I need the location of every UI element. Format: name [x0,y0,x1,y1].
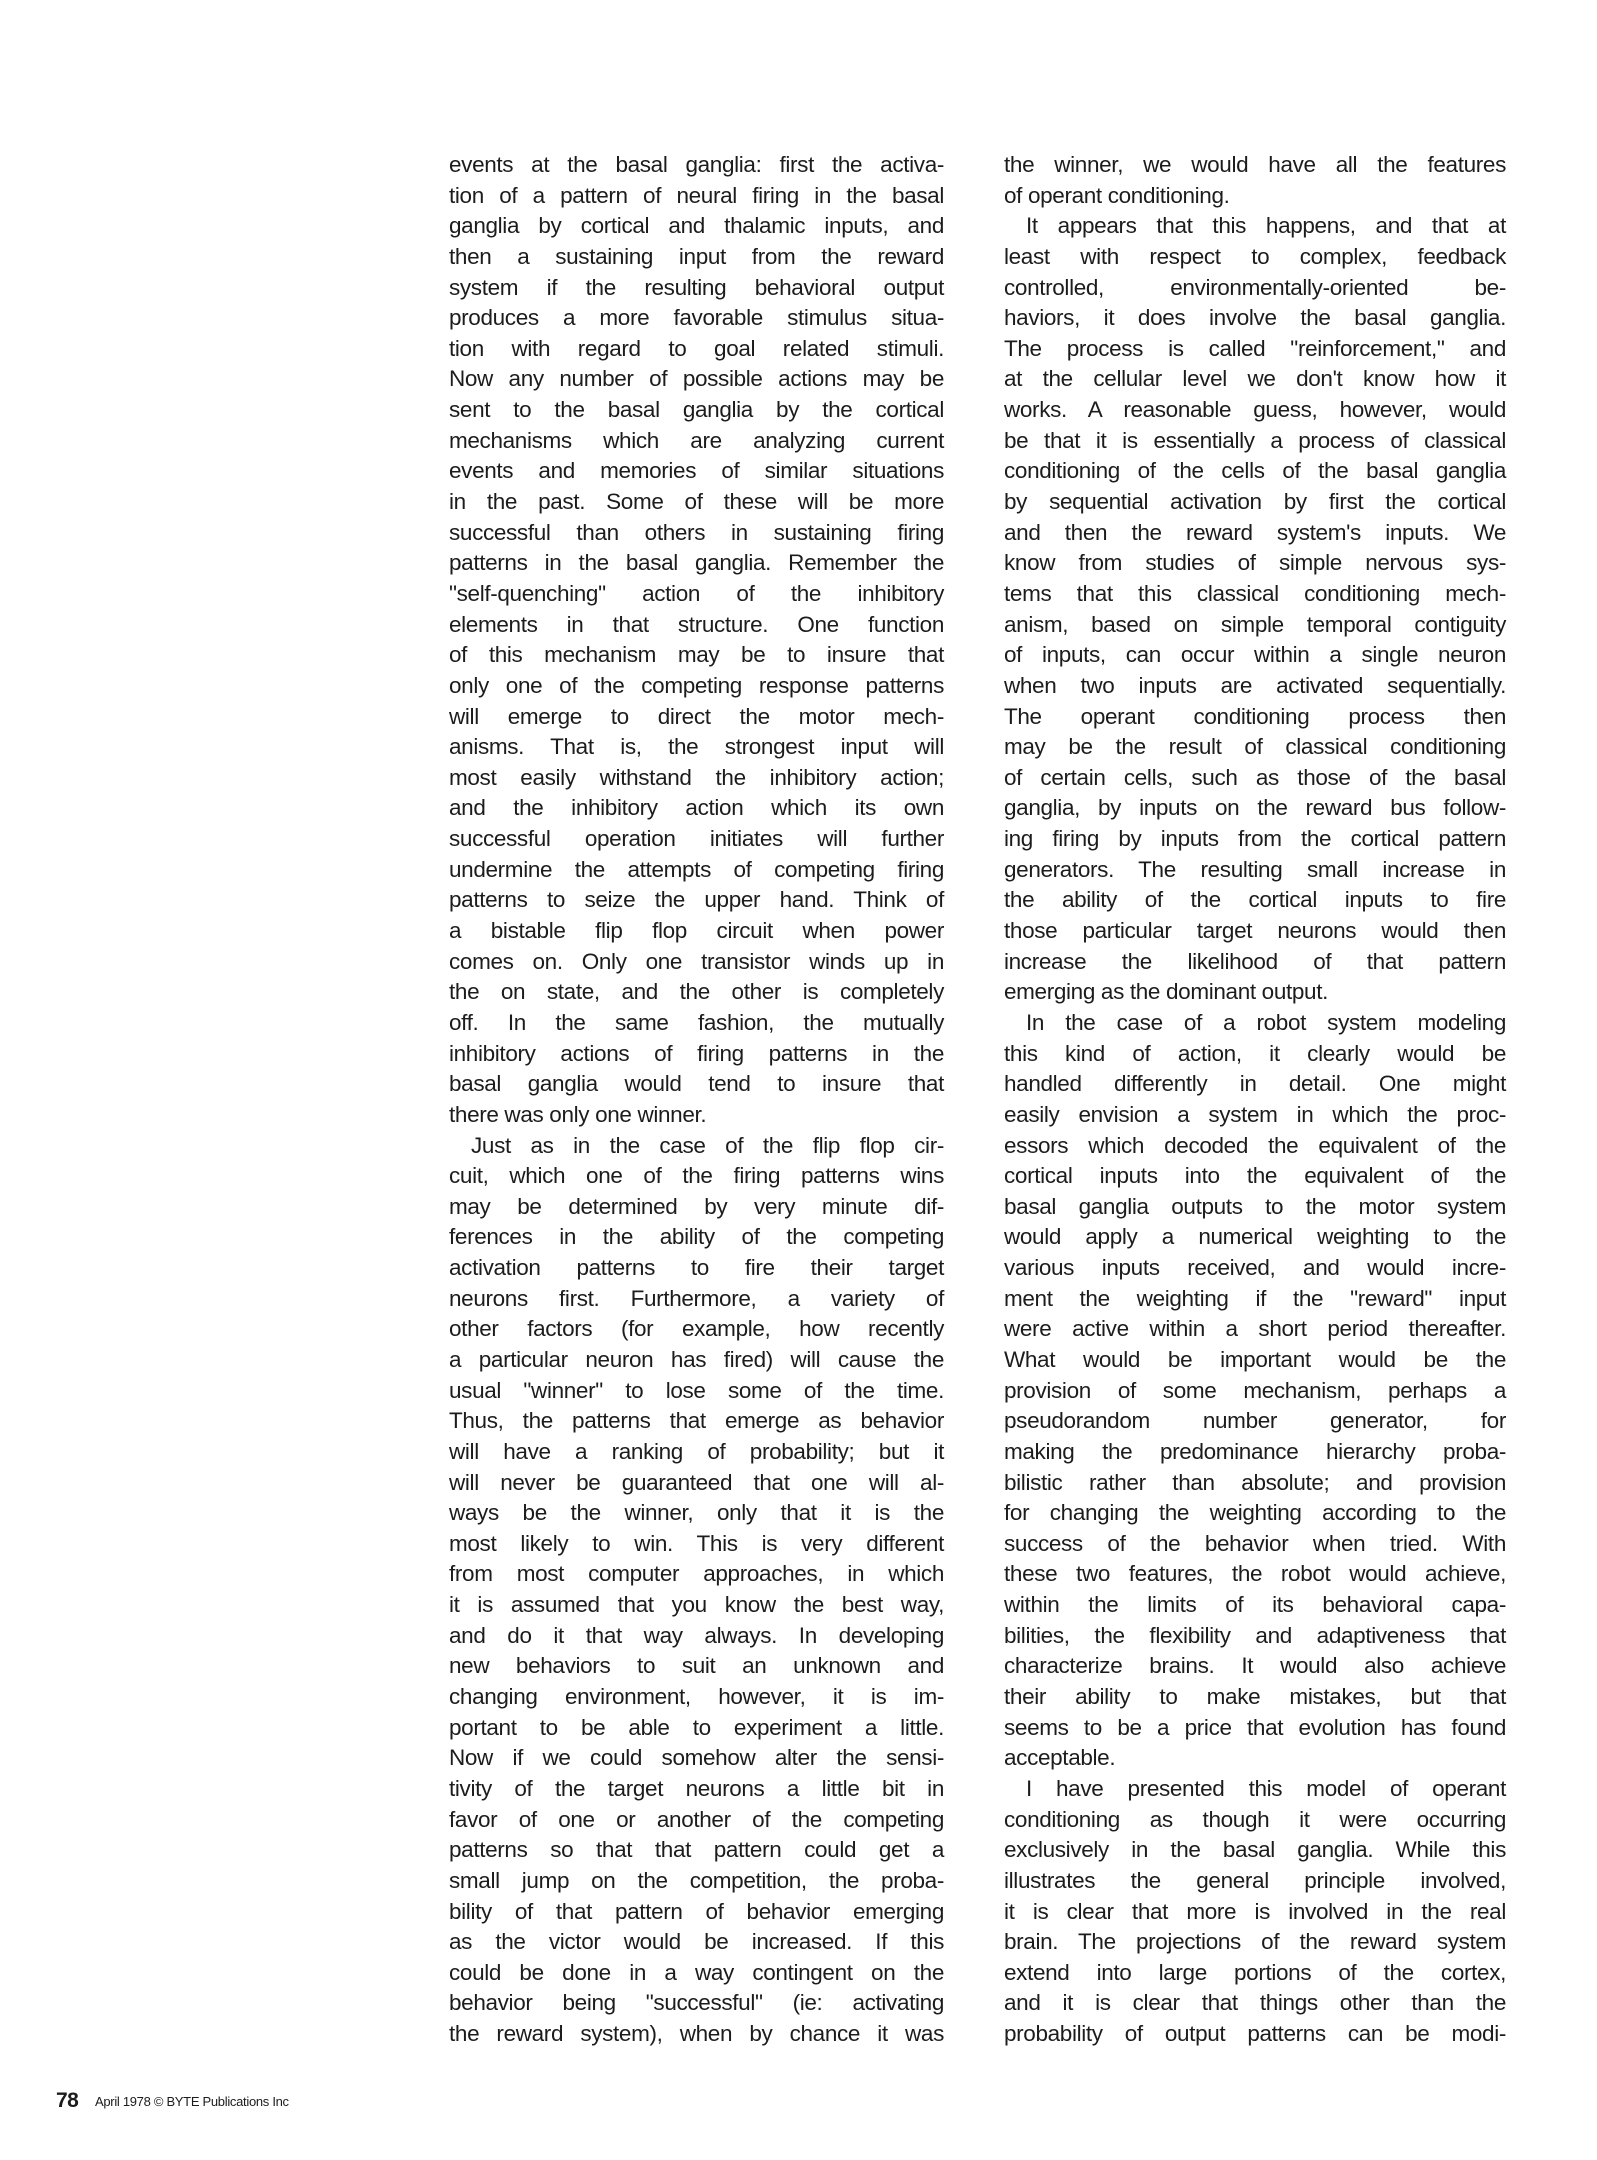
article-column-right [1004,150,1506,2050]
text-line: as the victor would be increased. If this [449,1929,944,1955]
text-line: Just as in the case of the flip flop cir- [471,1132,944,1158]
text-line: portant to be able to experiment a little. [449,1714,944,1740]
text-line: the ability of the cortical inputs to fire [1004,887,1506,913]
text-line: Now if we could somehow alter the sensi- [449,1745,944,1771]
text-line: then a sustaining input from the reward [449,243,944,269]
text-line: ing firing by inputs from the cortical pattern [1004,826,1506,852]
paragraph [1004,211,1506,1008]
text-line: of inputs, can occur within a single neuron [1004,642,1506,668]
text-line: patterns so that that pattern could get a [449,1837,944,1863]
text-line: this kind of action, it clearly would be [1004,1040,1506,1066]
text-line: various inputs received, and would incre- [1004,1255,1506,1281]
text-line: The operant conditioning process then [1004,703,1506,729]
text-line: tion with regard to goal related stimuli. [449,335,944,361]
text-line: when two inputs are activated sequentially. [1004,672,1506,698]
text-line: may be the result of classical conditioning [1004,734,1506,760]
text-line: it is assumed that you know the best way, [449,1592,944,1618]
text-line: bility of that pattern of behavior emerging [449,1898,944,1924]
text-line: those particular target neurons would then [1004,918,1506,944]
text-line: tion of a pattern of neural firing in the basal [449,182,944,208]
text-line: for changing the weighting according to the [1004,1500,1506,1526]
paragraph [1004,1774,1506,2050]
text-line: from most computer approaches, in which [449,1561,944,1587]
text-line: easily envision a system in which the proc- [1004,1101,1506,1127]
text-line: of operant conditioning. [1004,182,1230,208]
page-number: 78 [56,2089,79,2112]
text-line: essors which decoded the equivalent of the [1004,1132,1506,1158]
text-line: "self-quenching" action of the inhibitory [449,580,944,606]
text-line: and then the reward system's inputs. We [1004,519,1506,545]
text-line: haviors, it does involve the basal ganglia. [1004,305,1506,331]
text-line: sent to the basal ganglia by the cortical [449,397,944,423]
paragraph [449,1131,944,2050]
text-line: ways be the winner, only that it is the [449,1500,944,1526]
paragraph [1004,1008,1506,1774]
text-line: ganglia by cortical and thalamic inputs, and [449,213,944,239]
text-line: basal ganglia outputs to the motor system [1004,1193,1506,1219]
text-line: events and memories of similar situations [449,458,944,484]
text-line: illustrates the general principle involved, [1004,1867,1506,1893]
text-line: will emerge to direct the motor mech- [449,703,944,729]
text-line: extend into large portions of the cortex, [1004,1959,1506,1985]
text-line: new behaviors to suit an unknown and [449,1653,944,1679]
text-line: will never be guaranteed that one will al- [449,1469,944,1495]
text-line: pseudorandom number generator, for [1004,1408,1506,1434]
text-line: works. A reasonable guess, however, would [1004,397,1506,423]
text-line: other factors (for example, how recently [449,1316,944,1342]
text-line: mechanisms which are analyzing current [449,427,944,453]
text-line: emerging as the dominant output. [1004,979,1329,1005]
text-line: The process is called "reinforcement," and [1004,335,1506,361]
text-line: within the limits of its behavioral capa- [1004,1592,1506,1618]
text-line: and do it that way always. In developing [449,1622,944,1648]
text-line: Now any number of possible actions may be [449,366,944,392]
text-line: a bistable flip flop circuit when power [449,918,944,944]
text-line: these two features, the robot would achieve, [1004,1561,1506,1587]
text-line: ganglia, by inputs on the reward bus follow- [1004,795,1506,821]
text-line: undermine the attempts of competing firing [449,856,944,882]
text-line: probability of output patterns can be modi- [1004,2021,1506,2047]
text-line: least with respect to complex, feedback [1004,243,1506,269]
text-line: neurons first. Furthermore, a variety of [449,1285,944,1311]
text-line: cuit, which one of the firing patterns wins [449,1163,944,1189]
text-line: Thus, the patterns that emerge as behavior [449,1408,944,1434]
text-line: ment the weighting if the "reward" input [1004,1285,1506,1311]
text-line: it is clear that more is involved in the real [1004,1898,1506,1924]
text-line: events at the basal ganglia: first the activa- [449,152,944,177]
text-line: basal ganglia would tend to insure that [449,1071,944,1097]
text-line: comes on. Only one transistor winds up in [449,948,944,974]
text-line: activation patterns to fire their target [449,1255,944,1281]
text-line: bilistic rather than absolute; and provision [1004,1469,1506,1495]
text-line: the winner, we would have all the features [1004,152,1506,177]
text-line: provision of some mechanism, perhaps a [1004,1377,1506,1403]
text-line: patterns in the basal ganglia. Remember the [449,550,944,576]
text-line: by sequential activation by first the cortical [1004,489,1506,515]
text-line: the reward system), when by chance it was [449,2021,944,2047]
text-line: small jump on the competition, the proba- [449,1867,944,1893]
text-line: their ability to make mistakes, but that [1004,1684,1506,1710]
text-line: making the predominance hierarchy proba- [1004,1438,1506,1464]
text-line: success of the behavior when tried. With [1004,1530,1506,1556]
text-line: handled differently in detail. One might [1004,1071,1506,1097]
text-line: It appears that this happens, and that at [1026,213,1506,239]
text-line: produces a more favorable stimulus situa- [449,305,944,331]
text-line: seems to be a price that evolution has found [1004,1714,1506,1740]
text-line: tivity of the target neurons a little bit in [449,1775,944,1801]
text-line: I have presented this model of operant [1026,1775,1506,1801]
text-line: tems that this classical conditioning mech- [1004,580,1506,606]
text-line: bilities, the flexibility and adaptiveness that [1004,1622,1506,1648]
text-line: of this mechanism may be to insure that [449,642,944,668]
paragraph [1004,150,1506,211]
text-line: anisms. That is, the strongest input will [449,734,944,760]
text-line: there was only one winner. [449,1101,707,1127]
text-line: generators. The resulting small increase in [1004,856,1506,882]
text-line: successful operation initiates will further [449,826,944,852]
text-line: and the inhibitory action which its own [449,795,944,821]
text-line: increase the likelihood of that pattern [1004,948,1506,974]
text-line: successful than others in sustaining firing [449,519,944,545]
text-line: patterns to seize the upper hand. Think of [449,887,944,913]
text-line: and it is clear that things other than the [1004,1990,1506,2016]
text-line: the on state, and the other is completely [449,979,944,1005]
text-line: In the case of a robot system modeling [1026,1009,1506,1035]
text-line: only one of the competing response patterns [449,672,944,698]
text-line: behavior being "successful" (ie: activating [449,1990,944,2016]
text-line: conditioning of the cells of the basal ganglia [1004,458,1506,484]
text-line: most easily withstand the inhibitory action; [449,764,944,790]
text-line: could be done in a way contingent on the [449,1959,944,1985]
text-line: brain. The projections of the reward system [1004,1929,1506,1955]
text-line: know from studies of simple nervous sys- [1004,550,1506,576]
text-line: controlled, environmentally-oriented be- [1004,274,1506,300]
text-line: of certain cells, such as those of the basal [1004,764,1506,790]
text-line: acceptable. [1004,1745,1116,1771]
text-line: anism, based on simple temporal contiguity [1004,611,1506,637]
text-line: in the past. Some of these will be more [449,489,944,515]
text-line: were active within a short period thereafter. [1004,1316,1506,1342]
text-line: cortical inputs into the equivalent of the [1004,1163,1506,1189]
text-line: usual "winner" to lose some of the time. [449,1377,944,1403]
text-line: a particular neuron has fired) will cause the [449,1346,944,1372]
article-column-left [449,150,944,2050]
text-line: changing environment, however, it is im- [449,1684,944,1710]
text-line: off. In the same fashion, the mutually [449,1009,944,1035]
text-line: elements in that structure. One function [449,611,944,637]
text-line: conditioning as though it were occurring [1004,1806,1506,1832]
text-line: most likely to win. This is very different [449,1530,944,1556]
text-line: may be determined by very minute dif- [449,1193,944,1219]
text-line: system if the resulting behavioral output [449,274,944,300]
text-line: would apply a numerical weighting to the [1004,1224,1506,1250]
text-line: be that it is essentially a process of classical [1004,427,1506,453]
text-line: ferences in the ability of the competing [449,1224,944,1250]
text-line: exclusively in the basal ganglia. While this [1004,1837,1506,1863]
text-line: What would be important would be the [1004,1346,1506,1372]
text-line: favor of one or another of the competing [449,1806,944,1832]
text-line: inhibitory actions of firing patterns in the [449,1040,944,1066]
footer-credit: April 1978 © BYTE Publications Inc [95,2094,289,2109]
text-line: will have a ranking of probability; but it [449,1438,944,1464]
paragraph [449,150,944,1131]
text-line: at the cellular level we don't know how it [1004,366,1506,392]
text-line: characterize brains. It would also achieve [1004,1653,1506,1679]
